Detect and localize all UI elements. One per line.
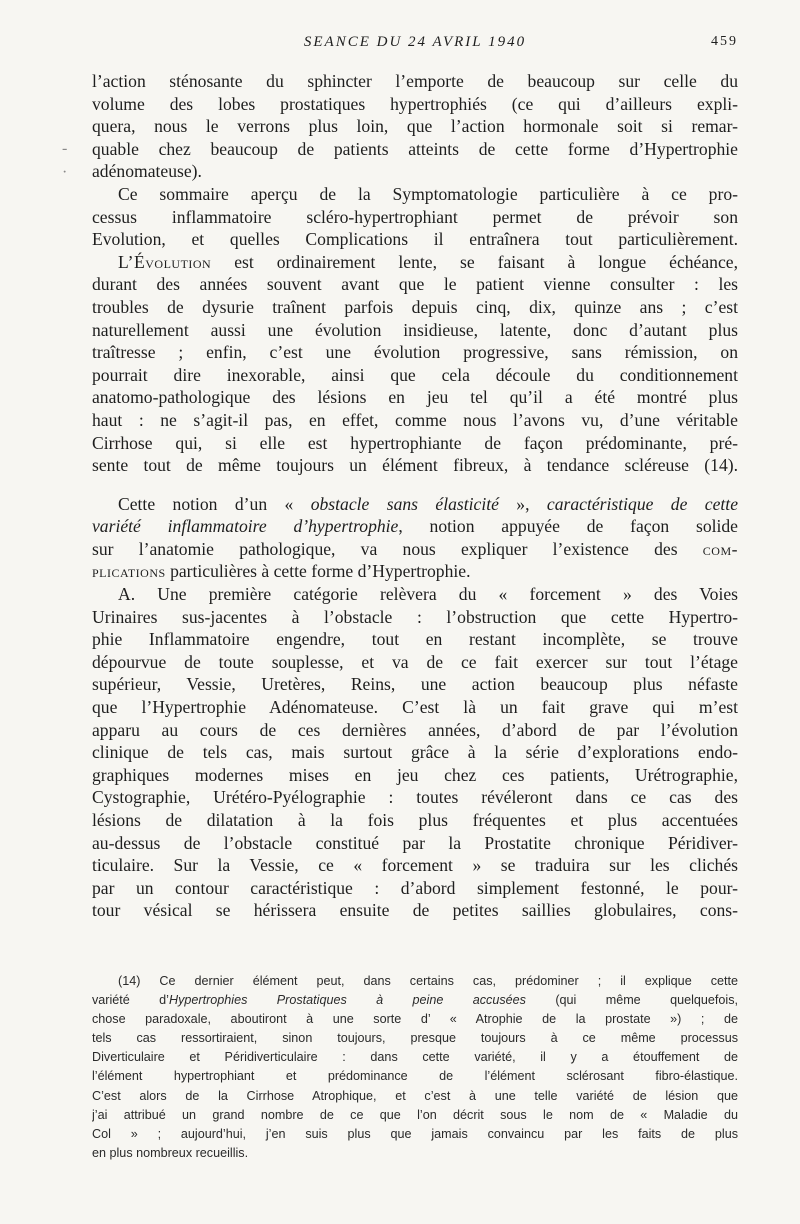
text-line: que l’Hypertrophie Adénomateuse. C’est là un fait grave qui m’est bbox=[92, 697, 738, 718]
footnote-line: j’ai attribué un grand nombre de ce que l’on décrit sous le nom de « Maladie du bbox=[92, 1107, 738, 1122]
footnote-line: tels cas ressortiraient, sinon toujours, presque toujours à ce même processus bbox=[92, 1031, 738, 1046]
text-run: Cette notion d’un « bbox=[118, 493, 311, 514]
paragraph-3 bbox=[92, 251, 738, 477]
text-run: », bbox=[498, 493, 547, 514]
text-line: traîtresse ; enfin, c’est une évolution progressive, sans rémission, on bbox=[92, 342, 738, 363]
footnote-line: en plus nombreux recueillis. bbox=[92, 1145, 249, 1160]
text-line: naturellement aussi une évolution insidieuse, latente, donc d’autant plus bbox=[92, 319, 738, 340]
text-line: graphiques modernes mises en jeu chez ces patients, Urétrographie, bbox=[92, 764, 738, 785]
text-line: dépourvue de toute souplesse, et va de ce fait exercer sur tout l’étage bbox=[92, 651, 738, 672]
footnote-line: (14) Ce dernier élément peut, dans certains cas, prédominer ; il explique cette bbox=[118, 974, 738, 988]
text-line: par un contour caractéristique : d’abord simplement festonné, le pour- bbox=[92, 877, 738, 898]
running-head: SEANCE DU 24 AVRIL 1940 bbox=[303, 34, 527, 50]
text-line: troubles de dysurie traînent parfois depuis cinq, dix, quinze ans ; c’est bbox=[92, 296, 738, 317]
text-line: tour vésical se hérissera ensuite de petites saillies globulaires, cons- bbox=[92, 900, 738, 921]
text-line bbox=[92, 560, 738, 583]
text-line: pourrait dire inexorable, ainsi que cela découle du conditionnement bbox=[92, 364, 738, 385]
text-line: anatomo-pathologique des lésions en jeu tel qu’il a été montré plus bbox=[92, 387, 738, 408]
text-run: est ordinairement lente, se faisant à longue échéance, bbox=[211, 251, 738, 272]
section-lead-evolution: L’Évolution bbox=[118, 251, 212, 272]
text-line: apparu au cours de ces dernières années, d’abord de par l’évolution bbox=[92, 719, 738, 740]
text-line: Ce sommaire aperçu de la Symptomatologie particulière à ce pro- bbox=[118, 183, 738, 204]
body-text bbox=[92, 70, 738, 922]
text-line bbox=[92, 251, 738, 274]
text-line: Urinaires sus-jacentes à l’obstacle : l’obstruction que cette Hypertro- bbox=[92, 606, 738, 627]
paragraph-2 bbox=[92, 183, 738, 251]
text-line: durant des années souvent avant que le patient vienne consulter : les bbox=[92, 274, 738, 295]
italic-run: caractéristique de cette bbox=[546, 493, 738, 514]
text-run: sur l’anatomie pathologique, va nous expliquer l’existence des bbox=[92, 538, 703, 559]
text-line: clinique de tels cas, mais surtout grâce à la série d’explorations endo- bbox=[92, 742, 738, 763]
footnote-line: Col » ; aujourd’hui, j’en suis plus que jamais convaincu par les faits de plus bbox=[92, 1126, 738, 1141]
text-run: variété d’ bbox=[92, 993, 169, 1008]
text-line: phie Inflammatoire engendre, tout en restant incomplète, se trouve bbox=[92, 629, 738, 650]
small-caps-run: com- bbox=[702, 538, 738, 559]
text-line: l’action sténosante du sphincter l’emporte de beaucoup sur celle du bbox=[92, 71, 738, 91]
text-line: supérieur, Vessie, Uretères, Reins, une action beaucoup plus néfaste bbox=[92, 674, 738, 695]
italic-run: Hypertrophies Prostatiques à peine accusées bbox=[168, 993, 526, 1008]
italic-run: variété inflammatoire d’hypertrophie bbox=[92, 516, 399, 537]
text-line: sente tout de même toujours un élément fibreux, à tendance scléreuse (14). bbox=[92, 455, 738, 476]
text-run: particulières à cette forme d’Hypertrophie. bbox=[165, 561, 471, 582]
footnote-line: l’élément hypertrophiant et prédominance de l’élément sclérosant fibro-élastique. bbox=[92, 1069, 738, 1084]
text-line: adénomateuse). bbox=[92, 161, 202, 182]
page-header bbox=[92, 34, 738, 56]
text-line: Cystographie, Urétéro-Pyélographie : toutes révéleront dans ce cas des bbox=[92, 787, 738, 808]
text-line: cessus inflammatoire scléro-hypertrophiant permet de prévoir son bbox=[92, 206, 738, 227]
page-number: 459 bbox=[711, 34, 738, 49]
paragraph-gap bbox=[92, 477, 738, 493]
text-line: au-dessus de l’obstacle constitué par la Prostatite chronique Péridiver- bbox=[92, 832, 738, 853]
footnote-line bbox=[92, 991, 738, 1010]
footnote-14 bbox=[92, 972, 738, 1163]
text-line: A. Une première catégorie relèvera du « forcement » des Voies bbox=[118, 584, 738, 605]
text-line bbox=[92, 493, 738, 516]
text-run: (qui même quelquefois, bbox=[525, 993, 738, 1008]
text-line bbox=[92, 538, 738, 561]
small-caps-run: plications bbox=[92, 561, 166, 582]
paragraph-4 bbox=[92, 493, 738, 583]
text-line: Evolution, et quelles Complications il entraînera tout particulièrement. bbox=[92, 229, 738, 250]
margin-mark: - bbox=[62, 140, 68, 157]
text-line: Cirrhose qui, si elle est hypertrophiante de façon prédominante, pré- bbox=[92, 432, 738, 453]
text-run: , notion appuyée de façon solide bbox=[398, 516, 738, 537]
text-line: quable chez beaucoup de patients atteints de cette forme d’Hypertrophie bbox=[92, 138, 738, 159]
footnote-line: chose paradoxale, aboutiront à une sorte d’ « Atrophie de la prostate ») ; de bbox=[92, 1012, 738, 1027]
footnote-line: Diverticulaire et Péridiverticulaire : dans cette variété, il y a étouffement de bbox=[92, 1050, 738, 1065]
footnote-line: C’est alors de la Cirrhose Atrophique, et c’est à une telle variété de lésion que bbox=[92, 1088, 738, 1103]
paragraph-1 bbox=[92, 70, 738, 183]
text-line: ticulaire. Sur la Vessie, ce « forcement » se traduira sur les clichés bbox=[92, 855, 738, 876]
text-line: volume des lobes prostatiques hypertrophiés (ce qui d’ailleurs expli- bbox=[92, 93, 738, 114]
text-line: quera, nous le verrons plus loin, que l’action hormonale soit si remar- bbox=[92, 116, 738, 137]
margin-mark: · bbox=[62, 164, 68, 181]
paragraph-5 bbox=[92, 583, 738, 922]
italic-run: obstacle sans élasticité bbox=[310, 493, 499, 514]
text-line bbox=[92, 515, 738, 538]
text-line: haut : ne s’agit-il pas, en effet, comme nous l’avons vu, d’une véritable bbox=[92, 409, 738, 430]
text-line: lésions de dilatation à la fois plus fréquentes et plus accentuées bbox=[92, 810, 738, 830]
